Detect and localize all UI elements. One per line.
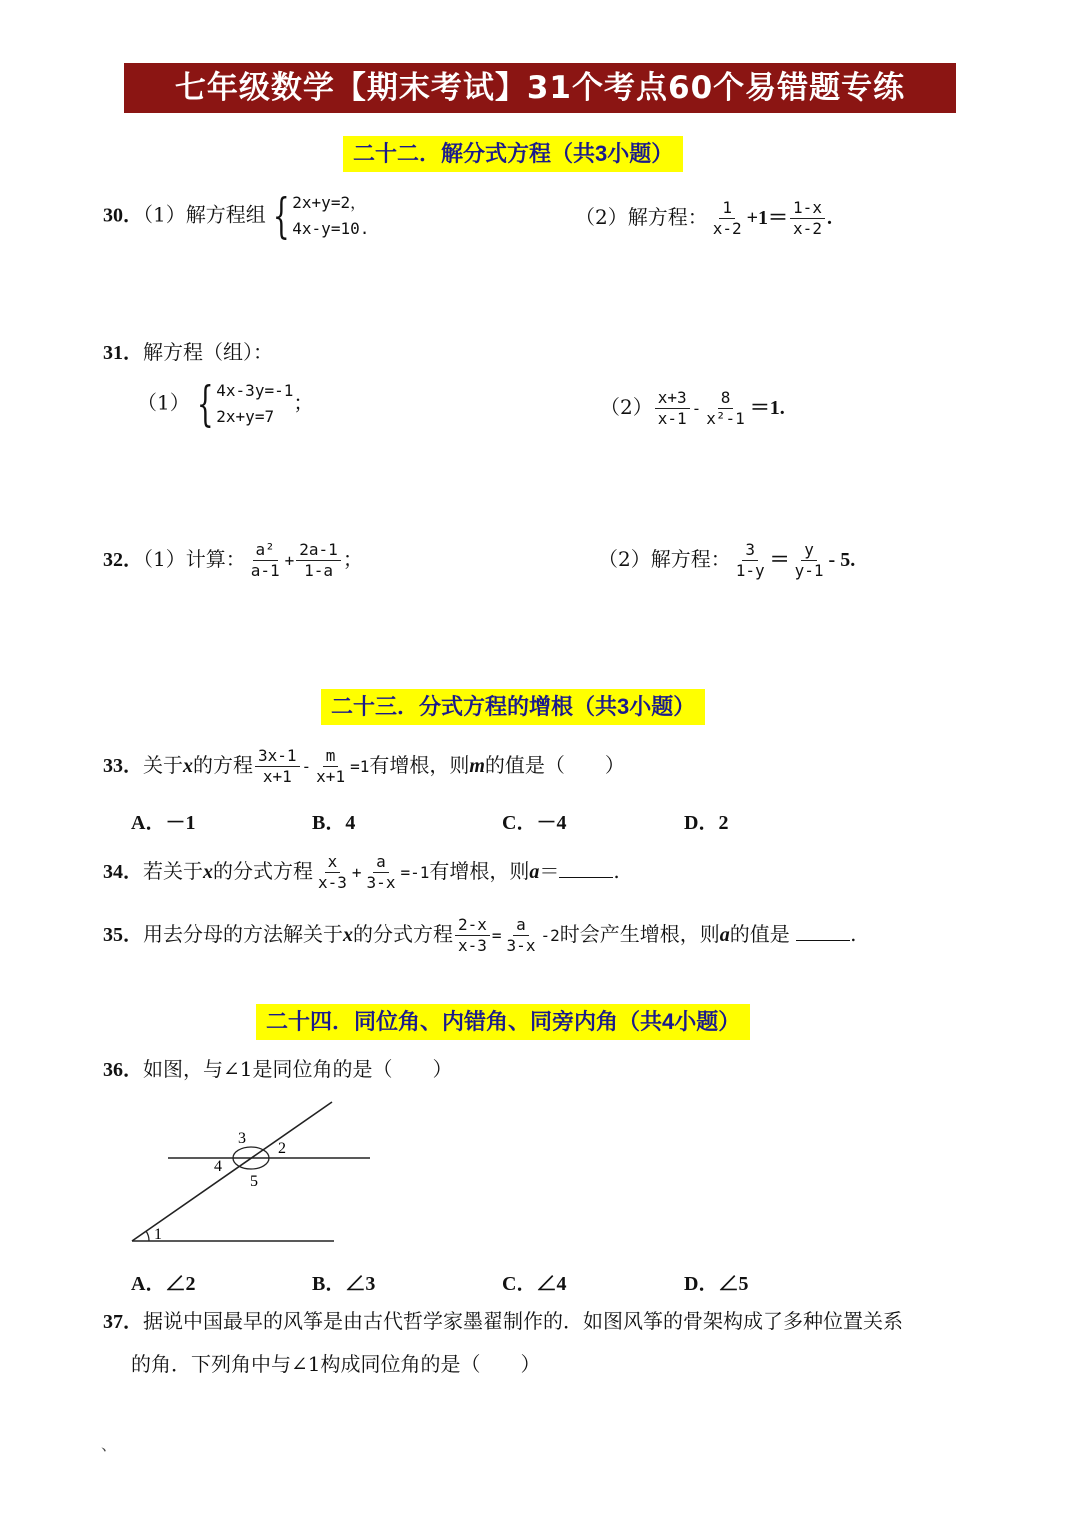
fraction	[296, 540, 341, 581]
answer-blank[interactable]	[559, 877, 613, 878]
equation-system	[266, 190, 370, 242]
fraction	[792, 540, 827, 581]
numerator: 3	[742, 540, 758, 561]
fraction	[248, 540, 283, 581]
question-part: （2）	[600, 395, 653, 419]
question-text: 的方程	[193, 753, 253, 777]
fraction	[504, 915, 539, 956]
question-text: 的值是	[729, 922, 790, 946]
option-c[interactable]: C．－4	[502, 812, 567, 834]
option-d[interactable]: D．2	[684, 812, 729, 834]
denominator: 3-x	[366, 873, 396, 892]
denominator: a-1	[250, 561, 280, 580]
question-35	[103, 915, 856, 956]
punctuation: ；	[293, 390, 314, 415]
section-count: 3	[595, 141, 608, 166]
question-number: 32．	[103, 549, 143, 571]
operator: =	[491, 926, 502, 945]
denominator: x+1	[262, 767, 292, 786]
section-tail: 小题）	[629, 694, 696, 720]
option-d[interactable]: D．∠5	[684, 1273, 749, 1295]
question-text: 时会产生增根，则	[559, 922, 720, 946]
numerator: 3x-1	[255, 746, 300, 767]
numerator: a	[513, 915, 529, 936]
question-30-part-2	[575, 198, 832, 239]
question-number: 33．	[103, 755, 143, 777]
denominator: 1-y	[735, 561, 765, 580]
fraction	[790, 198, 825, 239]
question-text: 用去分母的方法解关于	[143, 922, 343, 946]
question-32	[103, 540, 363, 581]
question-text: 的分式方程	[353, 922, 453, 946]
section-label: 二十四．同位角、内错角、同旁内角（共	[266, 1009, 663, 1035]
variable: x	[203, 861, 213, 883]
option-b[interactable]: B．∠3	[312, 1273, 376, 1295]
question-text: 若关于	[143, 859, 203, 883]
punctuation: .	[850, 922, 857, 946]
equation-system	[190, 378, 294, 430]
question-number: 30．	[103, 204, 143, 227]
numerator: 8	[718, 388, 734, 409]
question-text: ＝	[539, 859, 560, 883]
question-number: 36．	[103, 1059, 143, 1081]
equation-line: 4x-3y=-1	[216, 381, 294, 400]
question-part: （1）解方程组	[143, 202, 266, 227]
question-part: （1）	[137, 390, 190, 415]
question-number: 37．	[103, 1311, 143, 1333]
question-text: 据说中国最早的风筝是由古代哲学家墨翟制作的．如图风筝的骨架构成了多种位置关系	[143, 1309, 903, 1333]
section-count: 3	[617, 694, 630, 719]
angle-figure	[120, 1095, 390, 1255]
footer-mark: 、	[101, 1435, 118, 1454]
punctuation: ；	[342, 547, 363, 571]
option-b[interactable]: B．4	[312, 812, 356, 834]
variable: x	[343, 924, 353, 946]
operator: =-1	[400, 863, 430, 882]
equation-line: 2x+y=2，	[292, 193, 367, 212]
option-a[interactable]: A．－1	[131, 812, 196, 834]
denominator: x-2	[712, 219, 742, 238]
question-text: 的分式方程	[213, 859, 313, 883]
transversal-line	[132, 1102, 332, 1241]
variable: x	[183, 755, 193, 777]
numerator: 2-x	[455, 915, 490, 936]
question-33	[103, 746, 625, 787]
option-c[interactable]: C．∠4	[502, 1273, 567, 1295]
numerator: x	[325, 852, 341, 873]
equation-end: ＝1.	[749, 397, 785, 419]
operator: ＝	[769, 549, 790, 571]
angle-label-5: 5	[250, 1173, 258, 1190]
denominator: 3-x	[506, 936, 536, 955]
brace-icon: {	[196, 376, 214, 432]
fraction	[710, 198, 745, 239]
numerator: 1-x	[790, 198, 825, 219]
punctuation: .	[613, 859, 620, 883]
question-part: （1）计算：	[143, 547, 246, 571]
operator: +1＝	[746, 207, 789, 229]
variable: a	[529, 861, 540, 883]
variable: a	[719, 924, 730, 946]
operator: -	[691, 399, 702, 418]
question-number: 35．	[103, 924, 143, 946]
question-text: 有增根，则	[369, 753, 470, 777]
numerator: 2a-1	[296, 540, 341, 561]
denominator: 1-a	[304, 561, 333, 580]
section-tail: 小题）	[607, 141, 674, 167]
angle-label-3: 3	[238, 1130, 246, 1147]
question-37	[103, 1306, 903, 1337]
fraction	[455, 915, 490, 956]
denominator: x+1	[316, 767, 346, 786]
fraction	[315, 852, 350, 893]
question-number: 31．	[103, 342, 143, 364]
equation-end: - 5.	[828, 549, 856, 571]
question-part: （2）解方程：	[598, 547, 731, 571]
question-31-part-1	[137, 378, 313, 430]
denominator: x-2	[793, 219, 822, 238]
numerator: a²	[253, 540, 278, 561]
question-30	[103, 190, 369, 242]
equation-line: 4x-y=10.	[292, 219, 370, 238]
numerator: x+3	[655, 388, 690, 409]
numerator: 1	[719, 198, 735, 219]
denominator: y-1	[794, 561, 824, 580]
denominator: x-1	[657, 409, 687, 428]
question-36	[103, 1054, 452, 1085]
angle-label-2: 2	[278, 1140, 286, 1157]
section-header-24	[256, 1004, 750, 1040]
question-text: 如图，与∠1是同位角的是（ ）	[143, 1057, 453, 1081]
angle-1-arc	[146, 1231, 149, 1241]
fraction	[655, 388, 690, 429]
question-text: 有增根，则	[429, 859, 530, 883]
question-32-part-2	[598, 540, 855, 581]
fraction	[255, 746, 300, 787]
section-count: 4	[662, 1009, 675, 1034]
angle-label-4: 4	[214, 1158, 222, 1175]
question-text: 解方程（组）：	[143, 340, 273, 364]
section-label: 二十二．解分式方程（共	[353, 141, 596, 167]
operator: =1	[350, 757, 370, 776]
variable: m	[469, 755, 485, 777]
question-31-part-2	[600, 388, 785, 429]
operator: +	[284, 551, 295, 570]
question-number: 34．	[103, 861, 143, 883]
section-tail: 小题）	[674, 1009, 741, 1035]
fraction	[733, 540, 768, 581]
section-header-23	[321, 689, 705, 725]
fraction	[703, 388, 748, 429]
operator: -	[301, 757, 312, 776]
angle-label-1: 1	[154, 1226, 162, 1243]
equation-line: 2x+y=7	[216, 407, 275, 426]
page-title: 七年级数学【期末考试】31个考点60个易错题专练	[124, 63, 956, 113]
section-header-22	[343, 136, 683, 172]
numerator: a	[373, 852, 389, 873]
brace-icon: {	[272, 188, 290, 244]
option-a[interactable]: A．∠2	[131, 1273, 196, 1295]
section-label: 二十三．分式方程的增根（共	[331, 694, 618, 720]
fraction	[313, 746, 348, 787]
denominator: x-3	[458, 936, 487, 955]
operator: +	[351, 863, 362, 882]
question-part: （2）解方程：	[575, 205, 708, 229]
numerator: y	[801, 540, 817, 561]
numerator: m	[323, 746, 339, 767]
question-34	[103, 852, 620, 893]
question-text: 的值是（ ）	[484, 753, 625, 777]
denominator: x²-1	[706, 409, 745, 428]
question-text: 关于	[143, 753, 183, 777]
punctuation: .	[826, 207, 832, 229]
operator: -2	[540, 926, 560, 945]
question-31	[103, 337, 273, 368]
answer-blank[interactable]	[796, 940, 850, 941]
question-37-line-2: 的角．下列角中与∠1构成同位角的是（ ）	[131, 1352, 541, 1376]
denominator: x-3	[318, 873, 347, 892]
fraction	[364, 852, 399, 893]
